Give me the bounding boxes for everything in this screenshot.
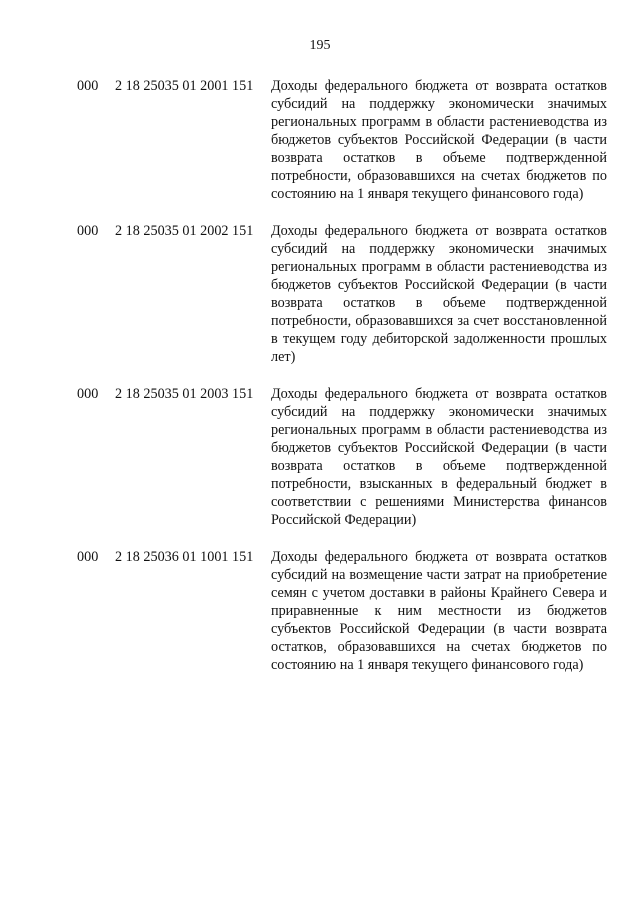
classification-code: 2 18 25035 01 2002 151 <box>115 223 254 239</box>
list-item <box>0 385 640 529</box>
admin-code: 000 <box>77 549 99 565</box>
list-item <box>0 77 640 203</box>
admin-code: 000 <box>77 386 99 402</box>
classification-code: 2 18 25035 01 2001 151 <box>115 78 254 94</box>
classification-code: 2 18 25036 01 1001 151 <box>115 549 254 565</box>
list-item <box>0 548 640 674</box>
budget-code-list <box>0 77 640 693</box>
income-description: Доходы федерального бюджета от возврата остатков субсидий на поддержку экономически значимых региональных программ в области растениеводства из бюджетов субъектов Российской Федерации (в части возврата остатков в объеме подтвержденной потребности, образовавшихся на счетах бюджетов по состоянию на 1 января текущего финансового года) <box>271 78 607 202</box>
admin-code: 000 <box>77 78 99 94</box>
income-description: Доходы федерального бюджета от возврата остатков субсидий на возмещение части затрат на приобретение семян с учетом доставки в районы Крайнего Севера и приравненные к ним местности из бюджетов субъектов Российской Федерации (в части возврата остатков, образовавшихся на счетах бюджетов по состоянию на 1 января текущего финансового года) <box>271 549 607 673</box>
admin-code: 000 <box>77 223 99 239</box>
list-item <box>0 222 640 366</box>
income-description: Доходы федерального бюджета от возврата остатков субсидий на поддержку экономически значимых региональных программ в области растениеводства из бюджетов субъектов Российской Федерации (в части возврата остатков в объеме подтвержденной потребности, образовавшихся за счет восстановленной в текущем году дебиторской задолженности прошлых лет) <box>271 223 607 365</box>
page-number: 195 <box>309 38 331 53</box>
income-description: Доходы федерального бюджета от возврата остатков субсидий на поддержку экономически значимых региональных программ в области растениеводства из бюджетов субъектов Российской Федерации (в части возврата остатков в объеме подтвержденной потребности, взысканных в федеральный бюджет в соответствии с решениями Министерства финансов Российской Федерации) <box>271 386 607 528</box>
classification-code: 2 18 25035 01 2003 151 <box>115 386 254 402</box>
